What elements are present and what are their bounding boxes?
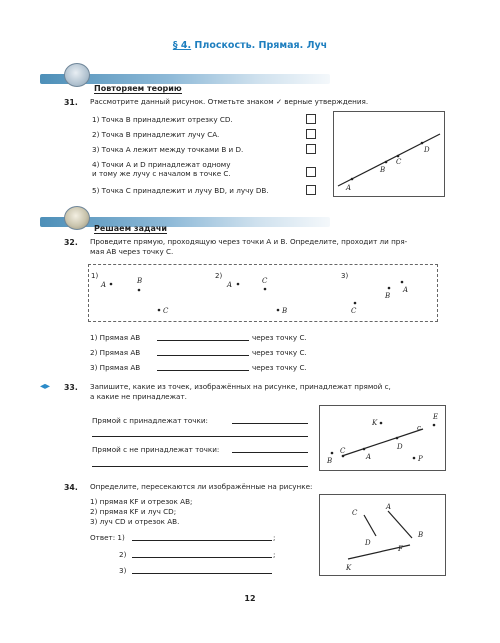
q32-answer-1-prefix: 1) Прямая AB bbox=[90, 333, 141, 342]
q31-checkbox-3[interactable] bbox=[306, 144, 316, 154]
q34-ray-cd bbox=[364, 515, 376, 536]
q34-label-b: B bbox=[418, 531, 424, 539]
q31-point-a bbox=[351, 178, 354, 181]
q32-p3-label-c: C bbox=[351, 307, 357, 315]
q31-number: 31. bbox=[64, 98, 78, 107]
q32-text-line2: мая AB через точку C. bbox=[90, 247, 174, 256]
page-number: 12 bbox=[244, 594, 256, 603]
q33-label-p: P bbox=[418, 455, 423, 463]
q32-p1-label-c: C bbox=[163, 307, 169, 315]
section-title: Плоскость. Прямая. Луч bbox=[194, 40, 328, 51]
q32-answer-3-field[interactable] bbox=[157, 370, 249, 371]
q33-label-c-point: C bbox=[340, 447, 346, 455]
q34-answer-label: Ответ: 1) bbox=[90, 533, 125, 542]
q31-label-a: A bbox=[346, 184, 352, 192]
q34-segment-ab bbox=[388, 511, 412, 538]
q32-p3-label-b: B bbox=[385, 292, 391, 300]
q34-item-1: 1) прямая KF и отрезок AB; bbox=[90, 497, 193, 506]
q31-text: Рассмотрите данный рисунок. Отметьте знаком ✓ верные утверждения. bbox=[90, 97, 369, 106]
q32-p2-label-a: A bbox=[227, 281, 233, 289]
q32-p3-label-a: A bbox=[403, 286, 409, 294]
q33-text-line2: а какие не принадлежат. bbox=[90, 392, 187, 401]
q33-line-c bbox=[342, 429, 423, 456]
q31-checkbox-2[interactable] bbox=[306, 129, 316, 139]
q33-not-belongs-label: Прямой c не принадлежат точки: bbox=[92, 445, 220, 454]
q33-label-b: B bbox=[327, 457, 333, 465]
q32-answer-1-field[interactable] bbox=[157, 340, 249, 341]
q34-semicolon-1: ; bbox=[273, 533, 276, 542]
q31-label-c: C bbox=[396, 158, 402, 166]
q34-figure bbox=[319, 494, 446, 576]
q33-label-k: K bbox=[372, 419, 378, 427]
q34-item-3: 3) луч CD и отрезок AB. bbox=[90, 517, 180, 526]
q32-number: 32. bbox=[64, 238, 78, 247]
q32-answer-2-field[interactable] bbox=[157, 355, 249, 356]
q34-label-a: A bbox=[386, 503, 392, 511]
q34-semicolon-2: ; bbox=[273, 550, 276, 559]
q31-point-d bbox=[421, 142, 424, 145]
q31-point-b bbox=[385, 161, 388, 164]
q34-answer-3-label: 3) bbox=[119, 566, 127, 575]
q31-checkbox-4[interactable] bbox=[306, 167, 316, 177]
q32-panel-2: 2) bbox=[215, 272, 223, 280]
q31-figure bbox=[333, 111, 445, 197]
q34-answer-3-field[interactable] bbox=[132, 573, 272, 574]
q34-answer-2-label: 2) bbox=[119, 550, 127, 559]
q31-label-b: B bbox=[380, 166, 386, 174]
q31-point-c bbox=[397, 155, 400, 158]
q33-figure bbox=[319, 405, 446, 471]
q33-label-e: E bbox=[433, 413, 439, 421]
q31-line bbox=[338, 134, 440, 186]
q33-figure-svg bbox=[320, 406, 445, 470]
q32-p2-label-b: B bbox=[282, 307, 288, 315]
q32-figure-svg bbox=[89, 265, 437, 321]
q33-number: 33. bbox=[64, 383, 78, 392]
q31-checkbox-5[interactable] bbox=[306, 185, 316, 195]
q33-label-c-line: c bbox=[417, 424, 421, 432]
owl-mascot-icon bbox=[64, 63, 90, 87]
q32-answer-2-prefix: 2) Прямая AB bbox=[90, 348, 141, 357]
q34-text: Определите, пересекаются ли изображённые на рисунке: bbox=[90, 482, 313, 491]
double-arrow-icon: ◂▸ bbox=[40, 381, 51, 392]
q32-answer-1-suffix: через точку C. bbox=[252, 333, 307, 342]
q31-statement-1: 1) Точка B принадлежит отрезку CD. bbox=[92, 115, 233, 124]
q33-belongs-label: Прямой c принадлежат точки: bbox=[92, 416, 208, 425]
q33-not-belongs-field-2[interactable] bbox=[92, 466, 308, 467]
q31-statement-2: 2) Точка B принадлежит лучу CA. bbox=[92, 130, 220, 139]
page-title bbox=[0, 40, 500, 51]
q31-statement-4b: и тому же лучу с началом в точке C. bbox=[92, 169, 231, 178]
q34-number: 34. bbox=[64, 483, 78, 492]
q31-figure-svg bbox=[334, 112, 444, 196]
section-number: § 4. bbox=[172, 40, 192, 51]
solve-tasks-heading: Решаем задачи bbox=[94, 224, 167, 233]
q31-statement-4a: 4) Точки A и D принадлежат одному bbox=[92, 160, 231, 169]
q34-item-2: 2) прямая KF и луч CD; bbox=[90, 507, 177, 516]
q34-answer-2-field[interactable] bbox=[132, 557, 272, 558]
q31-statement-5: 5) Точка C принадлежит и лучу BD, и лучу DB. bbox=[92, 186, 269, 195]
q33-belongs-field-2[interactable] bbox=[92, 436, 308, 437]
q34-figure-svg bbox=[320, 495, 445, 575]
q32-panel-3: 3) bbox=[341, 272, 349, 280]
q34-label-c: C bbox=[352, 509, 358, 517]
q32-p2-label-c: C bbox=[262, 277, 268, 285]
repeat-theory-heading: Повторяем теорию bbox=[94, 84, 182, 93]
bee-mascot-icon bbox=[64, 206, 90, 230]
q34-label-f: F bbox=[398, 545, 403, 553]
q32-figure bbox=[88, 264, 438, 322]
q32-answer-2-suffix: через точку C. bbox=[252, 348, 307, 357]
q34-answer-1-field[interactable] bbox=[132, 540, 272, 541]
q31-statement-3: 3) Точка A лежит между точками B и D. bbox=[92, 145, 244, 154]
q32-text-line1: Проведите прямую, проходящую через точки A и B. Определите, проходит ли пря- bbox=[90, 237, 408, 246]
q33-belongs-field-1[interactable] bbox=[232, 423, 308, 424]
q31-label-d: D bbox=[424, 146, 430, 154]
q32-answer-3-prefix: 3) Прямая AB bbox=[90, 363, 141, 372]
q33-text-line1: Запишите, какие из точек, изображённых на рисунке, принадлежат прямой c, bbox=[90, 382, 391, 391]
q33-not-belongs-field-1[interactable] bbox=[232, 452, 308, 453]
q32-p1-label-a: A bbox=[101, 281, 107, 289]
q31-checkbox-1[interactable] bbox=[306, 114, 316, 124]
q32-panel-1: 1) bbox=[91, 272, 99, 280]
q33-label-d: D bbox=[397, 443, 403, 451]
q34-label-k: K bbox=[346, 564, 352, 572]
q34-label-d: D bbox=[365, 539, 371, 547]
q32-p1-label-b: B bbox=[137, 277, 143, 285]
q33-label-a: A bbox=[366, 453, 372, 461]
q32-answer-3-suffix: через точку C. bbox=[252, 363, 307, 372]
